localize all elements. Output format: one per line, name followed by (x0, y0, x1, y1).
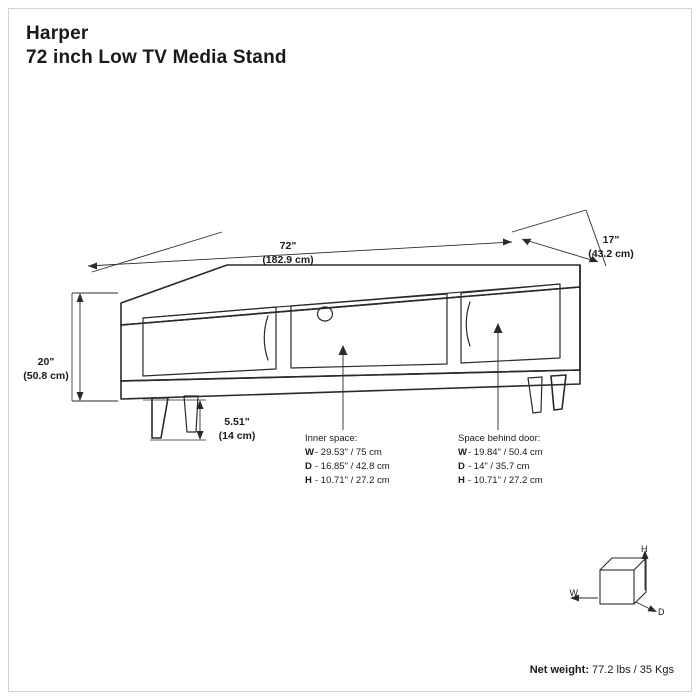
stand-plinth (121, 370, 580, 399)
callout-behind-door-val-d: - 14" / 35.7 cm (468, 461, 530, 472)
callout-behind-door-val-h: - 10.71" / 27.2 cm (468, 475, 543, 486)
behind-door-arrow (494, 323, 503, 333)
callout-inner-space-val-d: - 16.85" / 42.8 cm (315, 461, 390, 472)
height-arrow-top (77, 293, 84, 302)
product-name: Harper (26, 23, 89, 44)
net-weight (530, 664, 674, 676)
axis-width-label: W (569, 588, 578, 598)
product-subtitle: 72 inch Low TV Media Stand (26, 46, 287, 68)
leg-front-left (152, 398, 168, 438)
leg-height-imperial-label: 5.51" (224, 416, 250, 428)
depth-dim-line (522, 239, 598, 262)
callout-inner-space (305, 433, 390, 486)
height-arrow-bottom (77, 392, 84, 401)
callout-inner-space-val-h: - 10.71" / 27.2 cm (315, 475, 390, 486)
leg-back-left (184, 396, 198, 432)
cube-top-face (600, 558, 646, 570)
cube-front-face (600, 570, 634, 604)
net-weight-label: Net weight: (529, 664, 589, 676)
callout-space-behind-door (458, 433, 543, 486)
legheight-arrow-bottom (197, 431, 204, 440)
cube-right-face (634, 558, 646, 604)
callout-inner-space-key-d: D (305, 461, 312, 472)
height-imperial-label: 20" (37, 356, 55, 368)
callout-inner-space-title: Inner space: (305, 433, 358, 444)
leg-back-right (528, 377, 542, 413)
callout-inner-space-val-w: - 29.53" / 75 cm (315, 447, 382, 458)
right-door-handle (466, 302, 470, 346)
width-arrow-right (503, 239, 512, 246)
media-stand-illustration (121, 265, 580, 438)
callout-inner-space-key-w: W (305, 447, 314, 458)
left-door-handle (264, 316, 268, 360)
depth-metric-label: (43.2 cm) (588, 248, 634, 260)
net-weight-value: 77.2 lbs / 35 Kgs (592, 664, 674, 676)
callout-behind-door-title: Space behind door: (458, 433, 541, 444)
width-ext-right (512, 210, 586, 232)
axis-cube-legend (570, 550, 657, 612)
width-arrow-left (88, 263, 97, 270)
width-metric-label: (182.9 cm) (262, 254, 314, 266)
axis-height-label: H (641, 544, 648, 554)
stand-top-panel (121, 265, 580, 325)
leg-front-right (551, 375, 566, 410)
axis-depth-label: D (658, 607, 665, 617)
cable-hole-icon (318, 307, 333, 321)
callout-behind-door-val-w: - 19.84" / 50.4 cm (468, 447, 543, 458)
inner-space-arrow (339, 345, 348, 355)
width-imperial-label: 72" (279, 240, 297, 252)
width-ext-left (92, 232, 222, 272)
leg-height-metric-label: (14 cm) (218, 430, 256, 442)
callout-behind-door-key-h: H (458, 475, 465, 486)
depth-imperial-label: 17" (602, 234, 620, 246)
height-metric-label: (50.8 cm) (23, 370, 69, 382)
callout-behind-door-key-w: W (458, 447, 467, 458)
callout-behind-door-key-d: D (458, 461, 465, 472)
depth-arrow-top (522, 239, 532, 245)
cube-depth-arrow-head (648, 605, 658, 612)
callout-inner-space-key-h: H (305, 475, 312, 486)
